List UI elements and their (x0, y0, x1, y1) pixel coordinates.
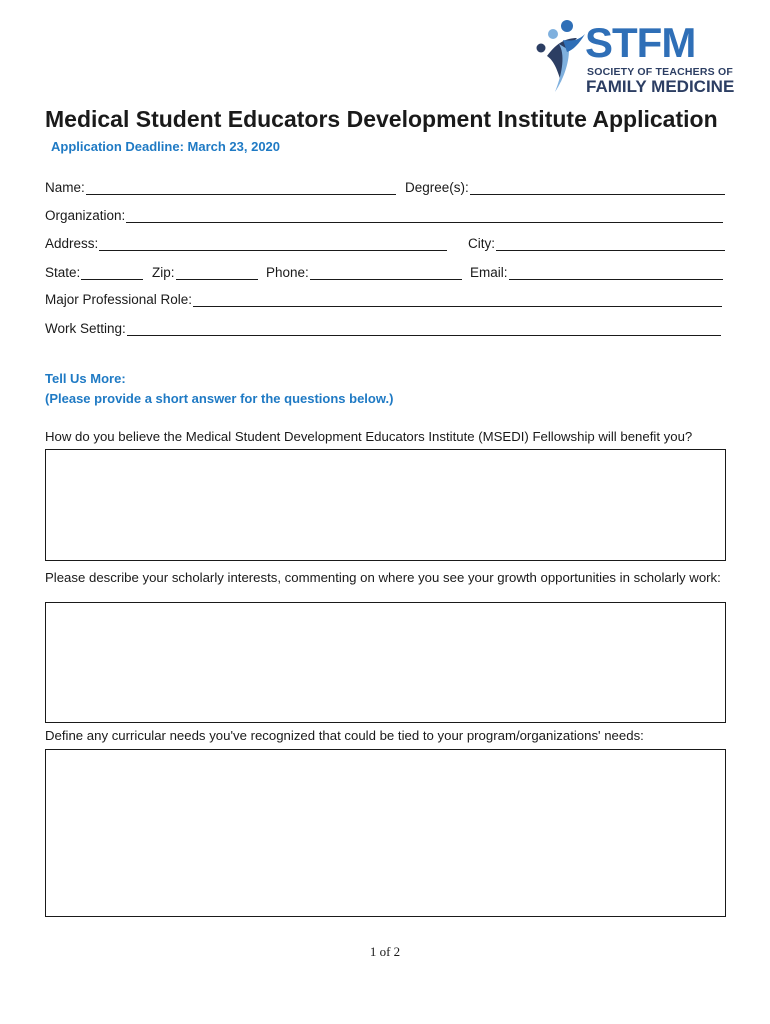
question-benefit: How do you believe the Medical Student Development Educators Institute (MSEDI) Fellowship will benefit you? (45, 429, 693, 444)
stfm-logo (533, 19, 735, 100)
phone-field[interactable] (266, 262, 462, 280)
state-line[interactable] (81, 265, 143, 280)
city-label: City: (468, 236, 495, 251)
zip-field[interactable] (152, 262, 258, 280)
work-setting-line[interactable] (127, 321, 721, 336)
email-field[interactable] (470, 262, 723, 280)
logo-acronym: STFM (585, 19, 696, 66)
city-line[interactable] (496, 236, 725, 251)
zip-label: Zip: (152, 265, 175, 280)
question-curricular: Define any curricular needs you've recognized that could be tied to your program/organizations' needs: (45, 728, 644, 743)
name-label: Name: (45, 180, 85, 195)
address-field[interactable] (45, 233, 447, 251)
degrees-label: Degree(s): (405, 180, 469, 195)
phone-label: Phone: (266, 265, 309, 280)
work-setting-field[interactable] (45, 318, 721, 336)
tell-more-heading: Tell Us More: (45, 371, 126, 386)
degrees-line[interactable] (470, 180, 725, 195)
role-row (45, 289, 722, 307)
role-field[interactable] (45, 289, 722, 307)
organization-field[interactable] (45, 205, 723, 223)
logo-org-line: SOCIETY OF TEACHERS OF (587, 66, 733, 78)
name-line[interactable] (86, 180, 396, 195)
page-number: 1 of 2 (369, 944, 401, 959)
role-label: Major Professional Role: (45, 292, 193, 307)
name-field[interactable] (45, 177, 396, 195)
state-label: State: (45, 265, 81, 280)
answer-box-benefit[interactable] (45, 449, 726, 561)
address-label: Address: (45, 236, 99, 251)
state-field[interactable] (45, 262, 143, 280)
state-zip-phone-email-row (45, 262, 723, 280)
page-title: Medical Student Educators Development Institute Application (45, 106, 718, 132)
logo-org-line2: FAMILY MEDICINE (586, 77, 735, 96)
city-field[interactable] (468, 233, 725, 251)
role-line[interactable] (193, 292, 722, 307)
organization-line[interactable] (126, 208, 723, 223)
address-line[interactable] (99, 236, 447, 251)
application-deadline: Application Deadline: March 23, 2020 (51, 139, 281, 154)
work-setting-label: Work Setting: (45, 321, 126, 336)
name-degree-row (45, 177, 725, 195)
email-line[interactable] (509, 265, 723, 280)
phone-line[interactable] (310, 265, 462, 280)
tell-more-subheading: (Please provide a short answer for the questions below.) (45, 391, 394, 406)
figures-icon (533, 20, 587, 100)
answer-box-curricular[interactable] (45, 749, 726, 917)
organization-label: Organization: (45, 208, 126, 223)
email-label: Email: (470, 265, 508, 280)
organization-row (45, 205, 723, 223)
degrees-field[interactable] (405, 177, 725, 195)
zip-line[interactable] (176, 265, 258, 280)
answer-box-scholarly[interactable] (45, 602, 726, 723)
address-city-row (45, 233, 725, 251)
work-setting-row (45, 318, 721, 336)
question-scholarly: Please describe your scholarly interests, commenting on where you see your growth opportunities in scholarly work: (45, 570, 721, 585)
